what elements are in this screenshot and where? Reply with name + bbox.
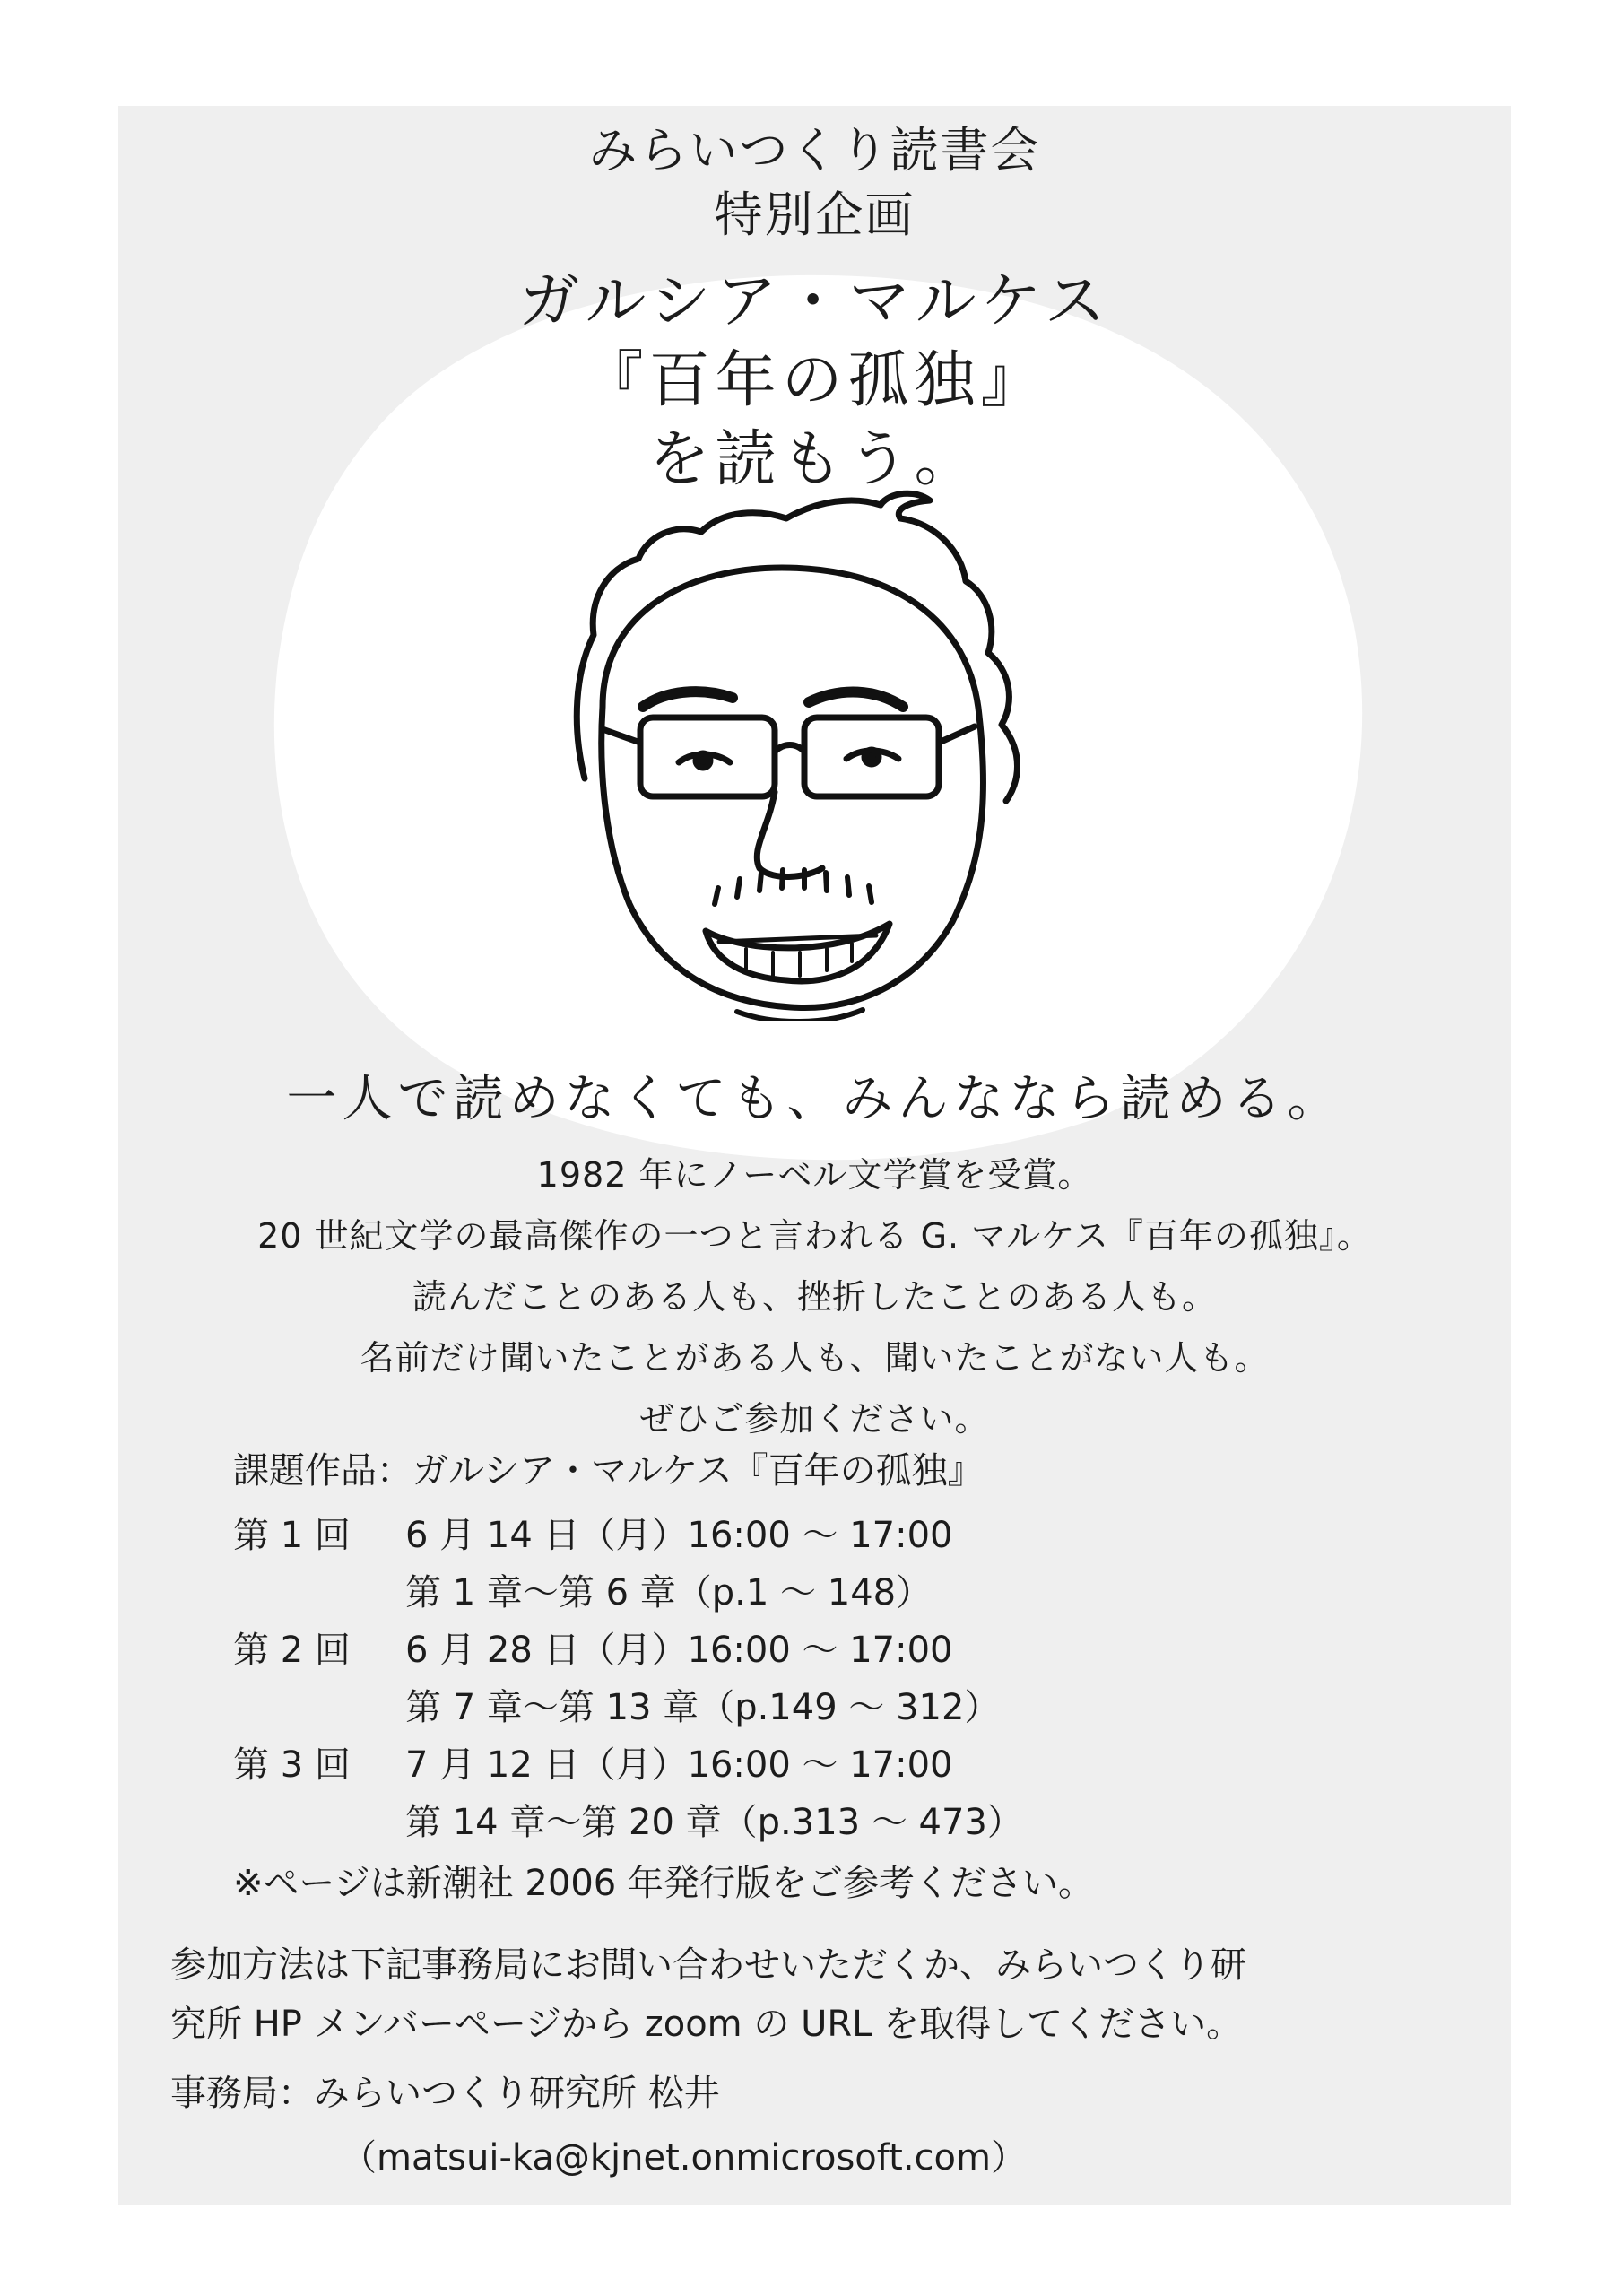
tagline: 一人で読めなくても、みんななら読める。 [286, 1070, 1343, 1128]
session-label: 第 3 回 [233, 1744, 351, 1786]
description-line: 1982 年にノーベル文学賞を受賞。 [536, 1155, 1093, 1195]
session-row [233, 1736, 1094, 1794]
office-name: 事務局：みらいつくり研究所 松井 [170, 2073, 720, 2114]
poster-panel [118, 106, 1511, 2205]
title-line: 『百年の孤独』 [582, 345, 1047, 416]
session-chapters: 第 1 章～第 6 章（p.1 ～ 148） [405, 1572, 933, 1613]
session-chapters: 第 14 章～第 20 章（p.313 ～ 473） [405, 1802, 1023, 1843]
series-heading [118, 118, 1511, 248]
description-line: 20 世紀文学の最高傑作の一つと言われる G. マルケス『百年の孤独』。 [257, 1216, 1372, 1256]
assignment: 課題作品：ガルシア・マルケス『百年の孤独』 [233, 1450, 984, 1492]
description [118, 1144, 1511, 1449]
page-note: ※ページは新潮社 2006 年発行版をご参考ください。 [233, 1863, 1094, 1904]
session-label: 第 1 回 [233, 1515, 351, 1556]
description-line: 名前だけ聞いたことがある人も、聞いたことがない人も。 [360, 1338, 1270, 1378]
howto-line: 参加方法は下記事務局にお問い合わせいただくか、みらいつくり研 [170, 1944, 1246, 1986]
event-title [118, 263, 1511, 500]
description-line: ぜひご参加ください。 [639, 1399, 990, 1439]
session-row [233, 1622, 1094, 1679]
series-title: みらいつくり読書会 [588, 122, 1041, 178]
session-datetime: 6 月 14 日（月）16:00 ～ 17:00 [405, 1515, 953, 1556]
series-subtitle: 特別企画 [714, 187, 916, 243]
title-line: ガルシア・マルケス [518, 266, 1111, 337]
portrait-illustration [567, 483, 1069, 1021]
contact-email: （matsui-ka@kjnet.onmicrosoft.com） [341, 2137, 1027, 2179]
session-datetime: 7 月 12 日（月）16:00 ～ 17:00 [405, 1744, 953, 1786]
title-line: を読もう。 [648, 424, 981, 495]
howto-line: 究所 HP メンバーページから zoom の URL を取得してください。 [170, 2004, 1243, 2045]
session-datetime: 6 月 28 日（月）16:00 ～ 17:00 [405, 1630, 953, 1671]
office-contact [170, 2061, 1027, 2190]
session-label: 第 2 回 [233, 1630, 351, 1671]
schedule [233, 1442, 1094, 1912]
description-line: 読んだことのある人も、挫折したことのある人も。 [412, 1277, 1217, 1317]
session-row [233, 1507, 1094, 1564]
session-chapters: 第 7 章～第 13 章（p.149 ～ 312） [405, 1687, 1001, 1728]
participation-info [170, 1935, 1462, 2054]
